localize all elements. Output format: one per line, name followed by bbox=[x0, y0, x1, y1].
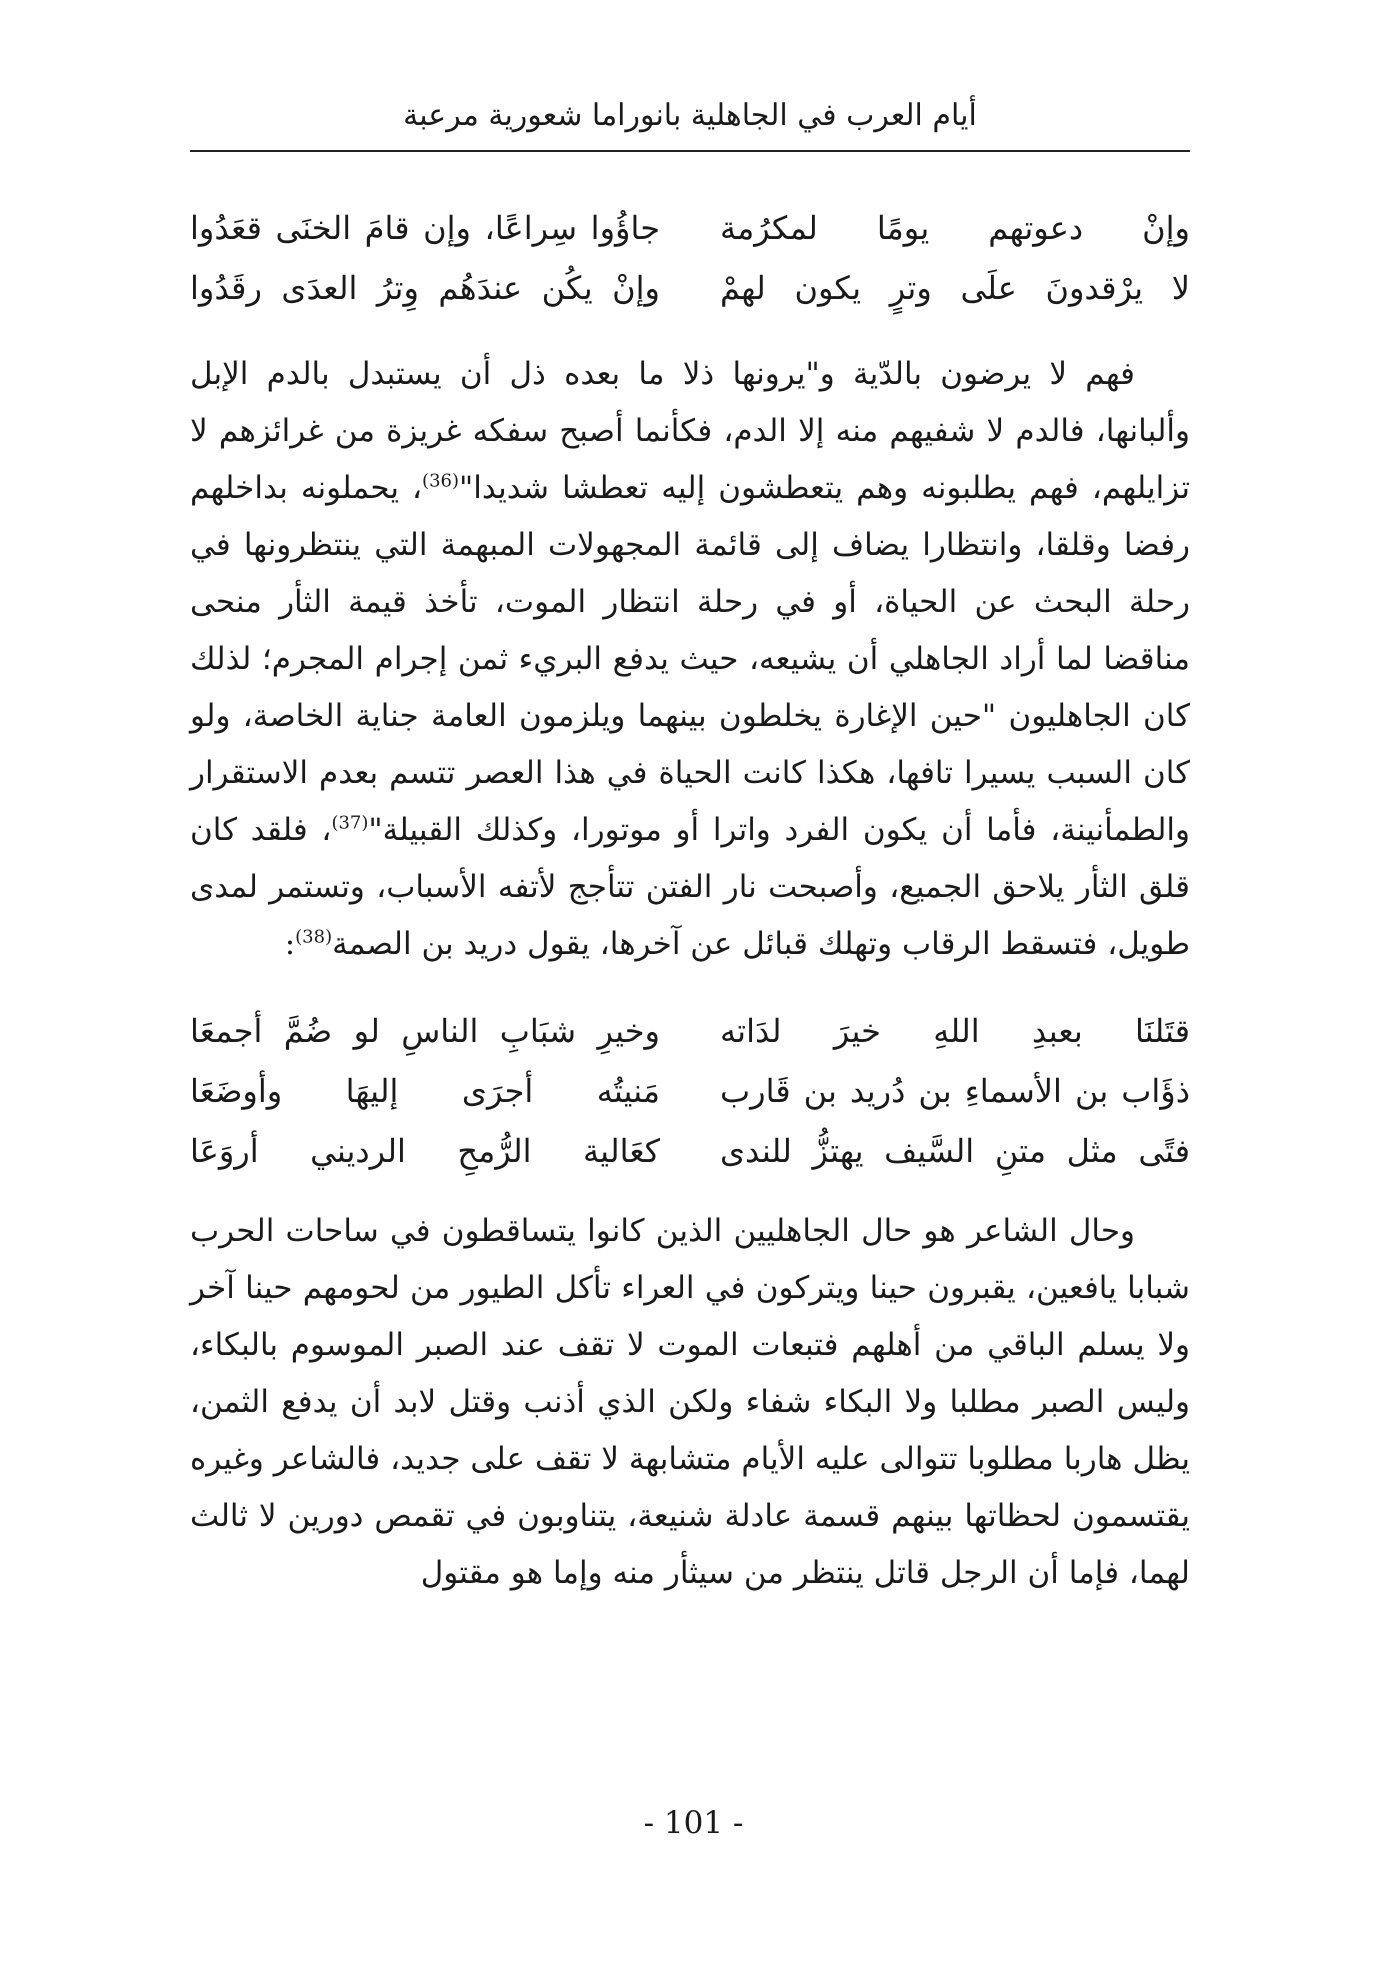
body-paragraph-1 bbox=[190, 346, 1190, 973]
paragraph-text: فهم لا يرضون بالدّية و"يرونها ذلا ما بعده ذل أن يستبدل بالدم الإبل وألبانها، فالدم لا شفيهم منه إلا الدم، فكأنما أصبح سفكه غريزة من غرائزهم لا تزايلهم، فهم يطلبونه وهم يتعطشون إليه تعطشا شديدا" bbox=[190, 356, 1190, 506]
poem-block-1 bbox=[190, 198, 1190, 318]
verse-second-hemistich: كعَالية الرُّمحِ الرديني أروَعَا bbox=[190, 1132, 660, 1170]
paragraph-text: ، يحملونه بداخلهم رفضا وقلقا، وانتظارا يضاف إلى قائمة المجهولات المبهمة التي ينتظرونها في رحلة البحث عن الحياة، أو في رحلة انتظار الموت، تأخذ قيمة الثأر منحى مناقضا لما أراد الجاهلي أن يشيعه، حيث يدفع البريء ثمن إجرام المجرم؛ لذلك كان الجاهليون "حين الإغارة يخلطون بينهما ويلزمون العامة جناية الخاصة، ولو كان السبب يسيرا تافها، هكذا كانت الحياة في هذا العصر تتسم بعدم الاستقرار والطمأنينة، فأما أن يكون الفرد واترا أو موتورا، وكذلك القبيلة" bbox=[190, 470, 1190, 848]
verse-first-hemistich: لا يرْقدونَ علَى وترٍ يكون لهمْ bbox=[720, 269, 1190, 307]
paragraph-text: : bbox=[284, 926, 296, 962]
verse-first-hemistich: وإنْ دعوتهم يومًا لمكرُمة bbox=[720, 209, 1190, 247]
verse-second-hemistich: جاؤُوا سِراعًا، وإن قامَ الخنَى قعَدُوا bbox=[190, 209, 660, 247]
body-paragraph-2: وحال الشاعر هو حال الجاهليين الذين كانوا يتساقطون في ساحات الحرب شبابا يافعين، يقبرون حينا ويتركون في العراء تأكل الطيور من لحومهم حينا آخر ولا يسلم الباقي من أهلهم فتبعات الموت لا تقف عند الصبر الموسوم بالبكاء، وليس الصبر مطلبا ولا البكاء شفاء ولكن الذي أذنب وقتل لابد أن يدفع الثمن، يظل هاربا مطلوبا تتوالى عليه الأيام متشابهة لا تقف على جديد، فالشاعر وغيره يقتسمون لحظاتها بينهم قسمة عادلة شنيعة، يتناوبون في تقمص دورين لا ثالث لهما، فإما أن الرجل قاتل ينتظر من سيثأر منه وإما هو مقتول bbox=[190, 1213, 1190, 1591]
poem-verse bbox=[190, 258, 1190, 318]
running-header-title: أيام العرب في الجاهلية بانوراما شعورية مرعبة bbox=[403, 98, 977, 133]
paragraph-text: ، فلقد كان قلق الثأر يلاحق الجميع، وأصبحت نار الفتن تتأجج لأتفه الأسباب، وتستمر لمدى طويل، فتسقط الرقاب وتهلك قبائل عن آخرها، يقول دريد بن الصمة bbox=[190, 812, 1190, 962]
footnote-marker: (36) bbox=[422, 470, 459, 492]
verse-first-hemistich: قتَلنَا بعبدِ اللهِ خيرَ لدَاته bbox=[720, 1012, 1190, 1050]
verse-second-hemistich: مَنيتُه أجرَى إليهَا وأوضَعَا bbox=[190, 1072, 660, 1110]
footnote-marker: (37) bbox=[331, 812, 369, 834]
poem-verse bbox=[190, 1121, 1190, 1181]
footnote-marker: (38) bbox=[295, 926, 333, 948]
poem-verse bbox=[190, 1061, 1190, 1121]
poem-block-2 bbox=[190, 1001, 1190, 1181]
verse-first-hemistich: ذؤَاب بن الأسماءِ بن دُريد بن قَارب bbox=[720, 1072, 1190, 1110]
verse-second-hemistich: وخيرِ شبَابِ الناسِ لو ضُمَّ أجمعَا bbox=[190, 1012, 660, 1050]
page-content bbox=[190, 198, 1190, 1602]
poem-verse bbox=[190, 1001, 1190, 1061]
page-number: - 101 - bbox=[643, 1805, 744, 1841]
verse-first-hemistich: فتًى مثل متنِ السَّيف يهتزُّ للندى bbox=[720, 1132, 1190, 1170]
header-rule bbox=[190, 150, 1190, 152]
poem-verse bbox=[190, 198, 1190, 258]
verse-second-hemistich: وإنْ يكُن عندَهُم وِترُ العدَى رقَدُوا bbox=[190, 269, 660, 307]
